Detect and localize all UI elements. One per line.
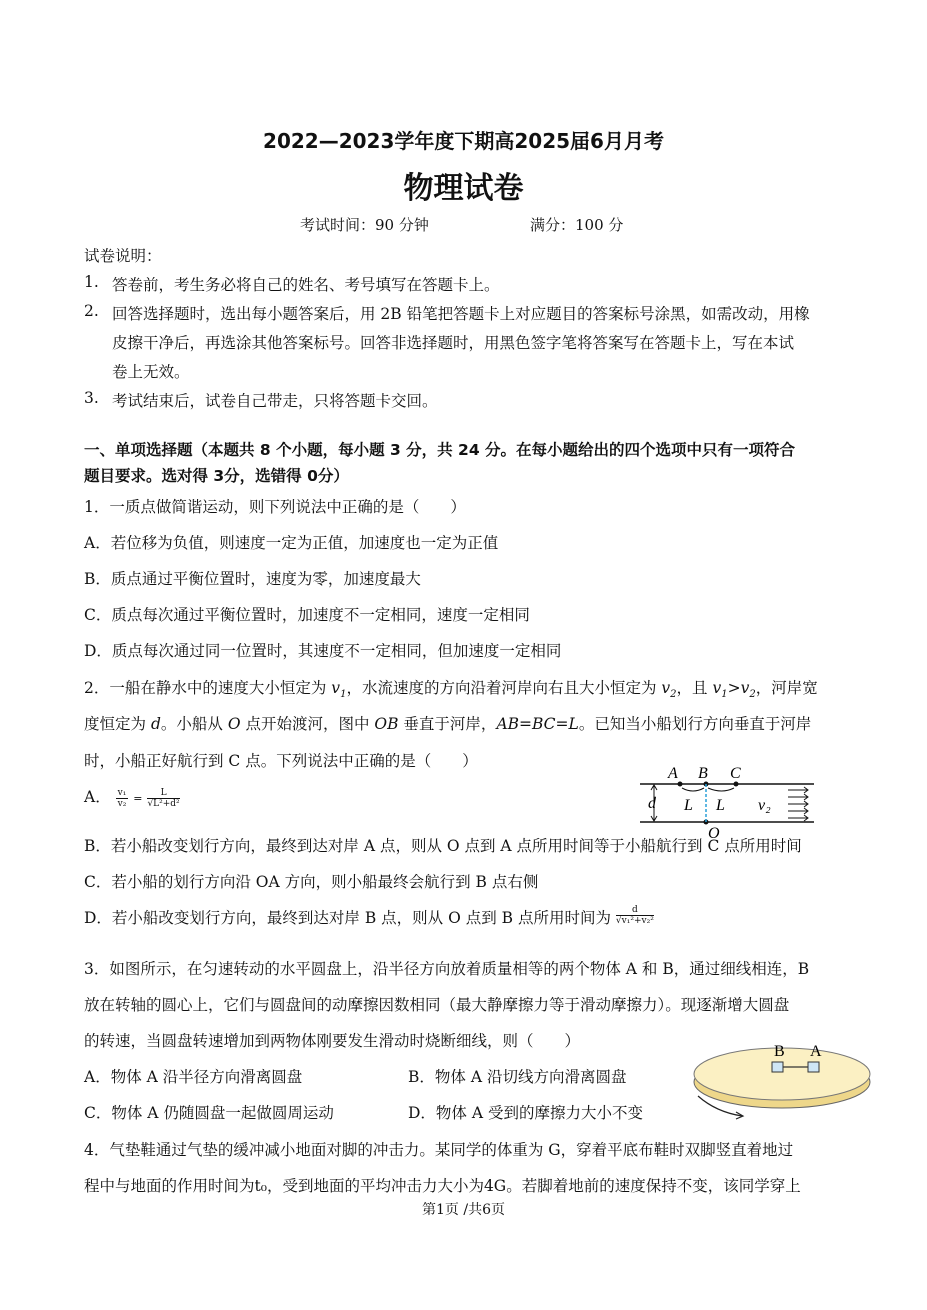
option-b: B．质点通过平衡位置时，速度为零，加速度最大 — [84, 570, 421, 588]
text: 。小船从 — [160, 715, 228, 733]
river-diagram — [638, 760, 818, 840]
label-b: B — [698, 765, 708, 782]
question-stem: 的转速，当圆盘转速增加到两物体刚要发生滑动时烧断细线，则（ ） — [84, 1032, 581, 1050]
option-c: C．物体 A 仍随圆盘一起做圆周运动 — [84, 1104, 334, 1122]
subject-title: 物理试卷 — [403, 171, 524, 206]
option-d: D．若小船改变划行方向，最终到达对岸 B 点，则从 O 点到 B 点所用时间为 $\frac{d}{\text{√v₁²+v₂²}}$ — [84, 904, 654, 927]
label-b: B — [774, 1043, 785, 1060]
question-stem: 程中与地面的作用时间为t₀，受到地面的平均冲击力大小为4G。若脚着地前的速度保持不变，该同学穿上 — [84, 1177, 801, 1195]
question-stem: 放在转轴的圆心上，它们与圆盘间的动摩擦因数相同（最大静摩擦力等于滑动摩擦力）。现逐渐增大圆盘 — [84, 996, 790, 1014]
question-stem: 1．一质点做简谐运动，则下列说法中正确的是（ ） — [84, 498, 466, 516]
label-v2: v₂ — [758, 797, 771, 814]
symbol: $v_1$ — [331, 679, 347, 701]
section-heading: 一、单项选择题（本题共 8 个小题，每小题 3 分，共 24 分。在每小题给出的四个选项中只有一项符合 — [84, 441, 796, 459]
label-o: O — [708, 825, 720, 840]
text: 。已知当小船划行方向垂直于河岸 — [578, 715, 812, 733]
instruction-num: 1. — [84, 273, 99, 291]
option-d: D．物体 A 受到的摩擦力大小不变 — [408, 1104, 643, 1122]
full-score: 满分：100 分 — [530, 216, 624, 234]
option-a: A．物体 A 沿半径方向滑离圆盘 — [84, 1068, 303, 1086]
page-footer: 第1页 /共6页 — [422, 1202, 505, 1218]
option-c: C．质点每次通过平衡位置时，加速度不一定相同，速度一定相同 — [84, 606, 530, 624]
text: 2．一船在静水中的速度大小恒定为 — [84, 679, 332, 697]
instruction-item: 卷上无效。 — [112, 363, 190, 381]
label-a: A — [810, 1043, 822, 1060]
text: ，河岸宽 — [755, 679, 818, 697]
instruction-item: 皮擦干净后，再选涂其他答案标号。回答非选择题时，用黑色签字笔将答案写在答题卡上，写在本试 — [112, 334, 795, 352]
text: 点开始渡河，图中 — [240, 715, 375, 733]
symbol: AB=BC=L — [496, 715, 579, 733]
question-stem — [84, 676, 818, 700]
label-l: L — [716, 797, 725, 814]
question-stem — [84, 712, 811, 734]
option-c: C．若小船的划行方向沿 OA 方向，则小船最终会航行到 B 点右侧 — [84, 873, 539, 891]
label-a: A — [668, 765, 678, 782]
disk-diagram — [686, 1036, 876, 1126]
text: 垂直于河岸， — [398, 715, 497, 733]
exam-time: 考试时间：90 分钟 — [300, 216, 429, 234]
fraction: $\frac{d}{\text{√v₁²+v₂²}}$ — [615, 904, 654, 926]
label-l: L — [684, 797, 693, 814]
question-stem: 4．气垫鞋通过气垫的缓冲减小地面对脚的冲击力。某同学的体重为 G，穿着平底布鞋时双脚竖直着地过 — [84, 1141, 794, 1159]
symbol: $v_1>v_2$ — [712, 679, 756, 701]
option-a: A． $\frac{\text{v₁}}{\text{v₂}}$ = $\frac{L}{\text{√L²+d²}}$ — [84, 787, 180, 809]
symbol: OB — [374, 715, 399, 733]
symbol: d — [150, 715, 161, 733]
option-a: A．若位移为负值，则速度一定为正值，加速度也一定为正值 — [84, 534, 499, 552]
symbol: O — [227, 715, 241, 733]
instruction-item: 回答选择题时，选出每小题答案后，用 2B 铅笔把答题卡上对应题目的答案标号涂黑，如需改动，用橡 — [112, 305, 810, 323]
instruction-num: 3. — [84, 389, 99, 407]
instructions-heading: 试卷说明： — [84, 247, 162, 265]
section-heading: 题目要求。选对得 3分，选错得 0分） — [84, 467, 349, 485]
option-b: B．物体 A 沿切线方向滑离圆盘 — [408, 1068, 627, 1086]
symbol: $v_2$ — [661, 679, 677, 701]
text: ，且 — [676, 679, 713, 697]
instruction-item: 考试结束后，试卷自己带走，只将答题卡交回。 — [112, 392, 438, 410]
text: ，水流速度的方向沿着河岸向右且大小恒定为 — [346, 679, 662, 697]
option-b: B．若小船改变划行方向，最终到达对岸 A 点，则从 O 点到 A 点所用时间等于小船航行到 C 点所用时间 — [84, 837, 802, 855]
label-d: d — [648, 795, 656, 812]
fraction: $\frac{\text{v₁}}{\text{v₂}}$ — [117, 787, 127, 809]
option-d: D．质点每次通过同一位置时，其速度不一定相同，但加速度一定相同 — [84, 642, 562, 660]
fraction: $\frac{L}{\text{√L²+d²}}$ — [147, 787, 180, 809]
question-stem: 时，小船正好航行到 C 点。下列说法中正确的是（ ） — [84, 752, 478, 770]
text: 度恒定为 — [84, 715, 151, 733]
instruction-num: 2. — [84, 302, 99, 320]
question-stem: 3．如图所示，在匀速转动的水平圆盘上，沿半径方向放着质量相等的两个物体 A 和 B，通过细线相连，B — [84, 960, 810, 978]
exam-title: 2022—2023学年度下期高2025届6月月考 — [263, 129, 664, 153]
label-c: C — [730, 765, 741, 782]
instruction-item: 答卷前，考生务必将自己的姓名、考号填写在答题卡上。 — [112, 276, 500, 294]
